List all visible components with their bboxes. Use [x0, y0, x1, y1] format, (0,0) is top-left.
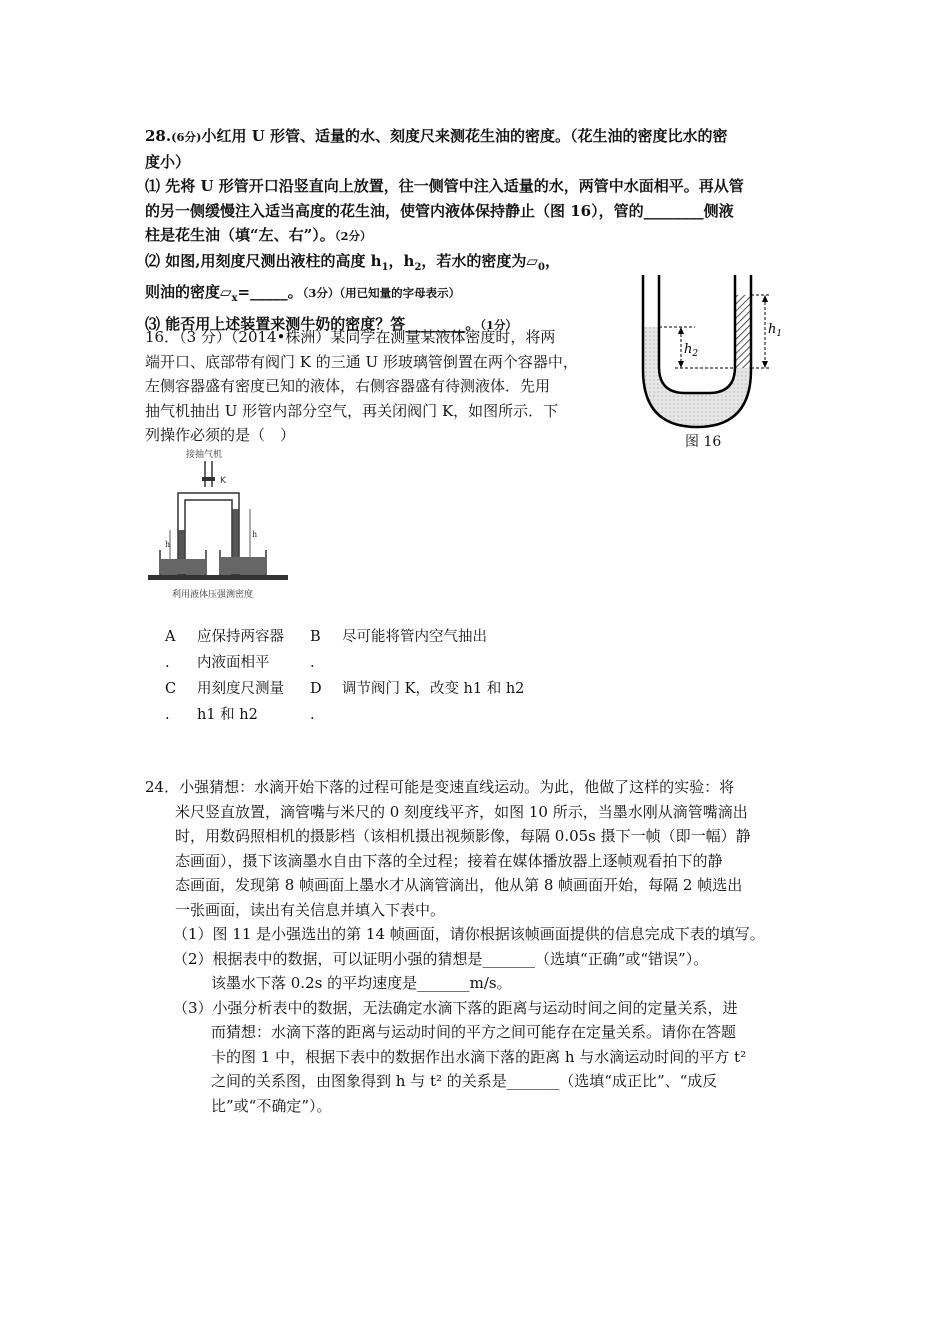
q28-part1-line1: ⑴ 先将 U 形管开口沿竖直向上放置，往一侧管中注入适量的水，两管中水面相平。再从管 — [145, 177, 744, 195]
option-c-text-cont: h1 和 h2 — [197, 707, 258, 723]
figure-pump-apparatus — [148, 447, 288, 607]
q24-sub2-line2: 该墨水下落 0.2s 的平均速度是_______m/s。 — [211, 974, 512, 992]
q24-line3: 时，用数码照相机的摄影档（该相机摄出视频影像，每隔 0.05s 摄下一帧（即一幅）静 — [175, 827, 751, 845]
q16-line5: 列操作必须的是（ ） — [145, 426, 296, 444]
option-d-letter: D — [310, 681, 322, 697]
q28-part2-score: （3分）（用已知量的字母表示） — [302, 286, 461, 300]
q28-part1-score: （2分） — [334, 229, 372, 243]
figure-16-caption: 图 16 — [685, 434, 722, 450]
q24-sub1: （1）图 11 是小强选出的第 14 帧画面，请你根据该帧画面提供的信息完成下表的填写。 — [173, 925, 765, 943]
option-a-letter: A — [165, 629, 176, 645]
option-c[interactable] — [165, 676, 310, 728]
q28-part3-text: ⑶ 能否用上述装置来测牛奶的密度？答________。 — [145, 314, 481, 333]
q16-line1: 16．（3 分）（2014•株洲）某同学在测量某液体密度时，将两 — [145, 328, 556, 346]
q24-line2: 米尺竖直放置，滴管嘴与米尺的 0 刻度线平齐，如图 10 所示，当墨水刚从滴管嘴滴出 — [175, 802, 748, 821]
q28-heading-cont: 度小） — [145, 152, 191, 171]
option-d-dot: . — [310, 707, 315, 723]
option-c-text: 用刻度尺测量 — [197, 681, 284, 697]
oil-column — [735, 295, 751, 368]
q24-sub3-line1: （3）小强分析表中的数据，无法确定水滴下落的距离与运动时间之间的定量关系，进 — [173, 998, 738, 1017]
valve-k-label: K — [220, 476, 226, 486]
q28-part3-score: （1分） — [480, 317, 517, 332]
option-a-text-cont: 内液面相平 — [197, 655, 270, 671]
svg-text:h: h — [252, 530, 258, 539]
q16-line2: 端开口、底部带有阀门 K 的三通 U 形玻璃管倒置在两个容器中， — [145, 352, 578, 371]
q16-options — [165, 624, 565, 728]
svg-text:h: h — [165, 540, 171, 549]
figure-16-u-tube — [637, 275, 807, 475]
option-b[interactable] — [310, 624, 560, 676]
pump-caption: 利用液体压强测密度 — [172, 590, 254, 600]
q24-sub3-line4: 之间的关系图，由图象得到 h 与 t² 的关系是_______（选填“成正比”、“成反 — [211, 1072, 718, 1090]
q24-sub3-line3: 卡的图 1 中，根据下表中的数据作出水滴下落的距离 h 与水滴运动时间的平方 t² — [211, 1047, 747, 1066]
question-24 — [145, 775, 810, 1118]
pump-top-label: 接抽气机 — [186, 450, 223, 460]
option-a[interactable] — [165, 624, 310, 676]
q24-sub3-line5: 比”或“不确定”）。 — [211, 1096, 332, 1115]
q24-line6: 一张画面，读出有关信息并填入下表中。 — [175, 900, 446, 919]
option-d-text: 调节阀门 K，改变 h1 和 h2 — [342, 681, 525, 697]
q28-part2-text-e: 则油的密度▱ — [145, 283, 232, 301]
q28-part2-text-b: ，h — [388, 251, 415, 270]
option-a-dot: . — [165, 655, 170, 671]
q24-line1: 24．小强猜想：水滴开始下落的过程可能是变速直线运动。为此，他做了这样的实验：将 — [145, 778, 735, 796]
q28-part1-text: 柱是花生油（填“左、右”）。 — [145, 226, 335, 244]
option-b-dot: . — [310, 655, 315, 671]
q28-part1-line3 — [145, 223, 810, 249]
q28-part2-text-c: ，若水的密度为▱ — [421, 251, 538, 270]
q24-sub3-line2: 而猜想：水滴下落的距离与运动时间的平方之间可能存在定量关系。请你在答题 — [211, 1023, 737, 1041]
q28-part2-text-d: ， — [544, 251, 560, 270]
h1-label: $h_1$ — [768, 322, 783, 339]
q28-part2-text-a: ⑵ 如图,用刻度尺测出液柱的高度 h — [145, 251, 382, 270]
pump-diagram — [148, 447, 288, 607]
q28-part2-line2: 则油的密度$▱_x=\_\_\_\_\_$。（3分）（用已知量的字母表示） — [145, 283, 461, 304]
options-row-2 — [165, 676, 565, 728]
q28-score: (6分) — [171, 130, 202, 144]
option-c-letter: C — [165, 681, 177, 697]
q28-part2-text-f: =_____。 — [237, 283, 303, 301]
option-d[interactable] — [310, 676, 560, 728]
option-b-letter: B — [310, 629, 321, 645]
h2-label: $h_2$ — [684, 342, 699, 359]
q28-heading — [145, 124, 810, 150]
q24-line4: 态画面），摄下该滴墨水自由下落的全过程；接着在媒体播放器上逐帧观看拍下的静 — [175, 851, 723, 870]
q24-sub2-line1: （2）根据表中的数据，可以证明小强的猜想是_______（选填“正确”或“错误”）。 — [173, 949, 709, 968]
q28-heading-text: 小红用 U 形管、适量的水、刻度尺来测花生油的密度。（花生油的密度比水的密 — [201, 127, 728, 145]
u-tube-diagram — [637, 275, 807, 435]
options-row-1 — [165, 624, 565, 676]
q28-part1-line2: 的另一侧缓慢注入适当高度的花生油，使管内液体保持静止（图 16），管的________侧液 — [145, 201, 734, 220]
option-a-text: 应保持两容器 — [197, 629, 284, 645]
option-b-text: 尽可能将管内空气抽出 — [342, 629, 487, 645]
question-16 — [145, 325, 615, 448]
q16-line4: 抽气机抽出 U 形管内部分空气，再关闭阀门 K，如图所示．下 — [145, 401, 559, 420]
q28-part2-line1: ⑵ 如图,用刻度尺测出液柱的高度 $h_1$，$h_2$，若水的密度为$▱_0$， — [145, 251, 560, 273]
q24-line5: 态画面，发现第 8 帧画面上墨水才从滴管滴出，他从第 8 帧画面开始，每隔 2 帧选出 — [175, 876, 743, 894]
q16-line3: 左侧容器盛有密度已知的液体，右侧容器盛有待测液体．先用 — [145, 377, 551, 395]
q28-number: 28. — [145, 127, 172, 145]
option-c-dot: . — [165, 707, 170, 723]
